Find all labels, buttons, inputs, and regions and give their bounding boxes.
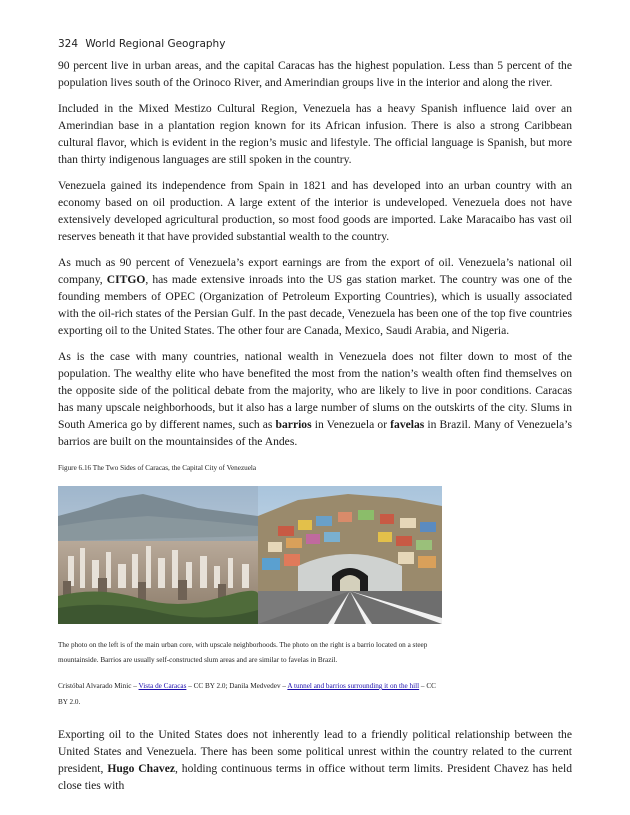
book-title: World Regional Geography — [85, 38, 226, 50]
page-body — [58, 57, 572, 803]
credit-text: – CC BY 2.0. — [58, 682, 436, 706]
figure-credit — [58, 678, 444, 710]
paragraph-4 — [58, 254, 572, 339]
paragraph-2: Included in the Mixed Mestizo Cultural Region, Venezuela has a heavy Spanish influence laid over an Amerindian base in a plantation region known for its African infusion. There is also a strong Caribbean cultural flavor, which is evident in the region’s music and lifestyle. The official language is Spanish, but more than thirty indigenous languages are still spoken in the country. — [58, 102, 572, 166]
text-run: in Venezuela or — [311, 418, 391, 431]
text-run: in Brazil. Many of Venezuela’s barrios are built on the mountainsides of the Andes. — [58, 418, 572, 448]
paragraph-6 — [58, 726, 572, 794]
bold-term-favelas: favelas — [390, 418, 425, 431]
text-run: , has made extensive inroads into the US gas station market. The country was one of the founding members of OPEC (Organization of Petroleum Exporting Countries), which is usually associated with the oil-rich states of the Persian Gulf. In the past decade, Venezuela has been one of the top five countries exporting oil to the United States. The other four are Canada, Mexico, Saudi Arabia, and Nigeria. — [58, 273, 572, 337]
credit-text: Cristóbal Alvarado Minic – — [58, 682, 139, 690]
credit-link-tunnel-barrios[interactable]: A tunnel and barrios surrounding it on the hill — [287, 682, 420, 690]
city-skyline-photo — [58, 486, 258, 624]
text-run: , holding continuous terms in office without term limits. President Chavez has held close ties with — [58, 762, 573, 792]
paragraph-1: 90 percent live in urban areas, and the capital Caracas has the highest population. Less than 5 percent of the population lives south of the Orinoco River, and Amerindian groups live in the interior and along the river. — [58, 59, 572, 89]
figure-title: Figure 6.16 The Two Sides of Caracas, the Capital City of Venezuela — [58, 464, 257, 472]
text-run: As much as 90 percent of Venezuela’s export earnings are from the export of oil. Venezuela’s national oil company, — [58, 256, 572, 286]
credit-link-vista-de-caracas[interactable]: Vista de Caracas — [138, 682, 187, 690]
figure-caption: The photo on the left is of the main urban core, with upscale neighborhoods. The photo on the right is a barrio located on a steep mountainside. Barrios are usually self-constructed slum areas and are similar to favelas in Brazil. — [58, 641, 428, 664]
page-number: 324 — [58, 38, 79, 50]
bold-term-citgo: CITGO — [106, 273, 146, 286]
barrio-tunnel-photo — [258, 486, 442, 624]
text-run: Exporting oil to the United States does not inherently lead to a friendly political relationship between the United States and Venezuela. There has been some political unrest within the country related to the current president, — [58, 728, 572, 775]
figure-images — [58, 486, 442, 624]
paragraph-5 — [58, 348, 572, 450]
bold-term-barrios: barrios — [275, 418, 312, 431]
bold-term-hugo-chavez: Hugo Chavez — [107, 762, 175, 775]
paragraph-3: Venezuela gained its independence from Spain in 1821 and has developed into an urban country with an economy based on oil production. A large extent of the interior is undeveloped. Venezuela does not have extensively developed agricultural production, so most food goods are imported. Lake Maracaibo has vast oil reserves beneath it that have provided substantial wealth to the country. — [58, 179, 572, 243]
running-header — [58, 38, 225, 50]
credit-text: – CC BY 2.0; Danila Medvedev – — [186, 682, 288, 690]
text-run: As is the case with many countries, national wealth in Venezuela does not filter down to most of the population. The wealthy elite who have benefited the most from the nation’s wealth often find themselves on the opposite side of the political debate from the majority, who are likely to live in poor conditions. Caracas has many upscale neighborhoods, but it also has a large number of slums on the outskirts of the city. Slums in South America go by different names, such as — [58, 350, 572, 431]
